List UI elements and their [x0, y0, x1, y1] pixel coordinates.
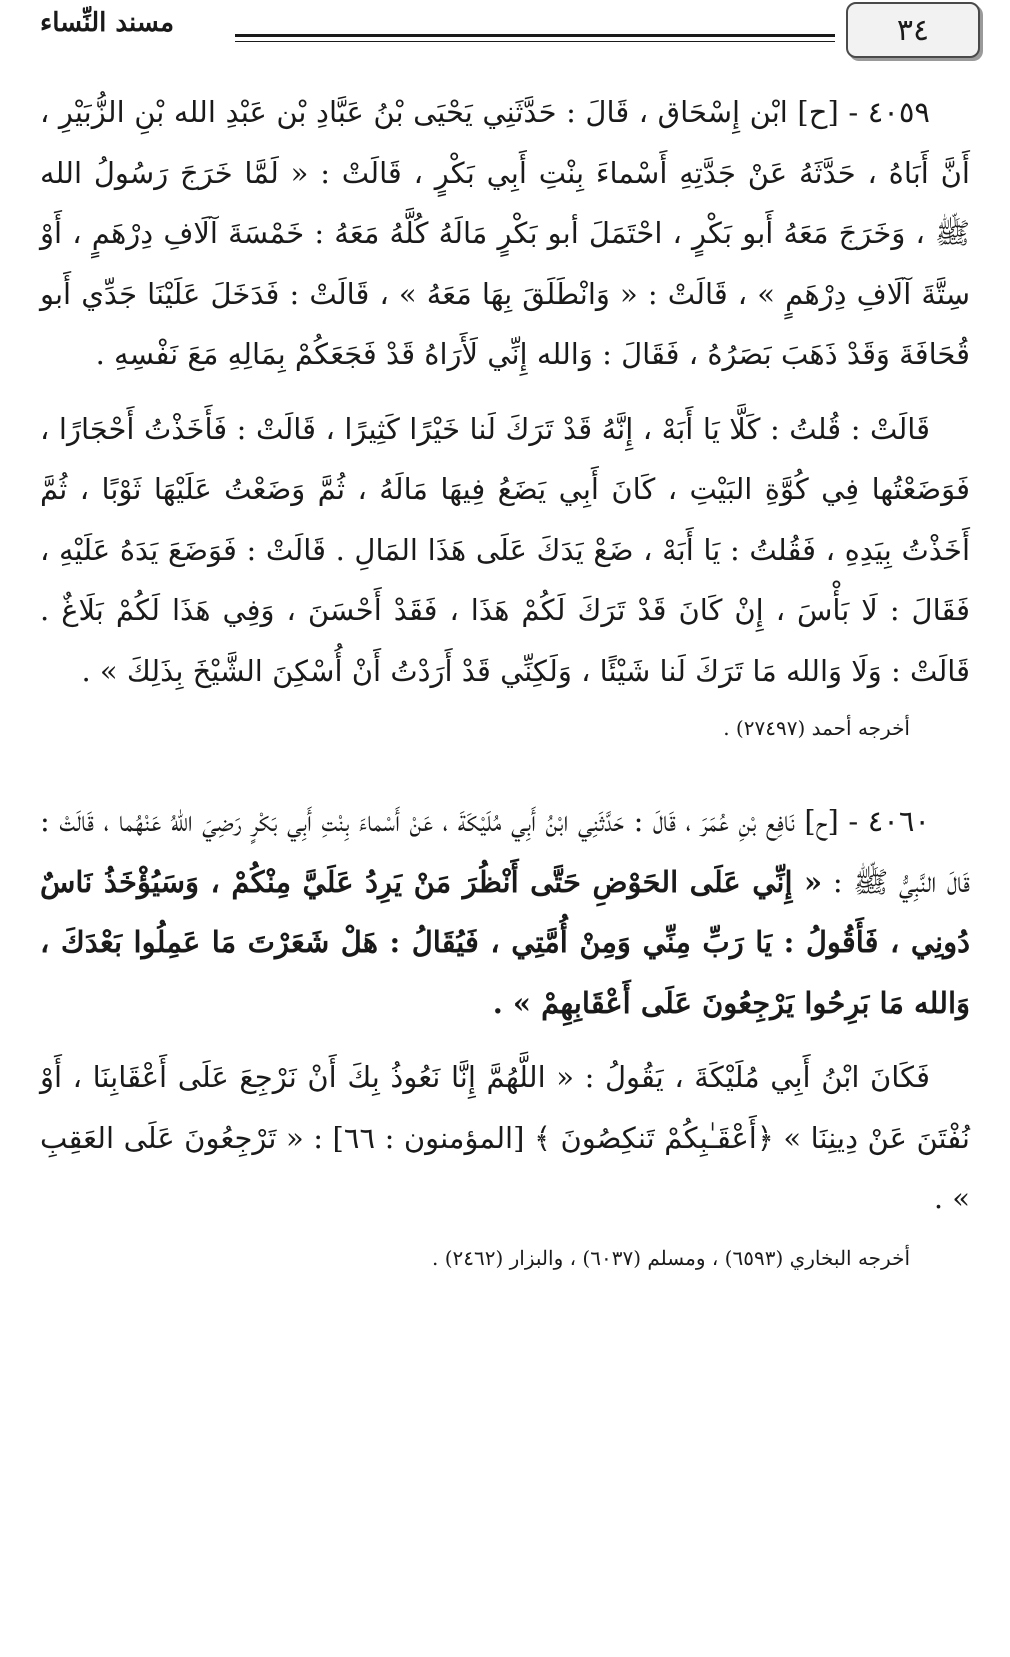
page-number: ٣٤	[846, 2, 980, 58]
hadith-source: أخرجه أحمد (٢٧٤٩٧) .	[723, 716, 910, 740]
running-title: مسند النِّساء	[40, 8, 174, 38]
header-rule	[235, 34, 835, 37]
hadith-intro: ٤٠٦٠ - [ح] نَافِع بْنِ عُمَرَ ، قَالَ : حَدَّثَنِي ابْنُ أَبِي مُلَيْكَةَ ، عَنْ أَسْماءَ بِنْتِ أَبِي بَكْرٍ رَضِيَ اللهُ عَنْهُما ، قَالَتْ : قَالَ النَّبِيُّ ﷺ :	[40, 804, 971, 899]
hadith-paragraph: قَالَتْ : قُلتُ : كَلَّا يَا أَبَهْ ، إِنَّهُ قَدْ تَرَكَ لَنا خَيْرًا كَثِيرًا ، قَالَتْ : فَأَخَذْتُ أَحْجَارًا ، فَوَضَعْتُها فِي كُوَّةِ البَيْتِ ، كَانَ أَبِي يَضَعُ فِيهَا مَالَهُ ، ثُمَّ وَضَعْتُ عَلَيْهَا ثَوْبًا ، ثُمَّ أَخَذْتُ بِيَدِهِ ، فَقُلتُ : يَا أَبَهْ ، ضَعْ يَدَكَ عَلَى هَذَا المَالِ . قَالَتْ : فَوَضَعَ يَدَهُ عَلَيْهِ ، فَقَالَ : لَا بَأْسَ ، إِنْ كَانَ قَدْ تَرَكَ لَكُمْ هَذَا ، فَقَدْ أَحْسَنَ ، وَفِي هَذَا لَكُمْ بَلَاغٌ . قَالَتْ : وَلَا وَالله مَا تَرَكَ لَنا شَيْئًا ، وَلَكِنِّي قَدْ أَرَدْتُ أَنْ أُسْكِنَ الشَّيْخَ بِذَلِكَ » .	[40, 411, 970, 688]
hadith-paragraph: فَكَانَ ابْنُ أَبِي مُلَيْكَةَ ، يَقُولُ : « اللَّهُمَّ إِنَّا نَعُوذُ بِكَ أَنْ نَرْجِعَ عَلَى أَعْقَابِنَا ، أَوْ نُفْتَنَ عَنْ دِينِنَا » ﴿أَعْقَـٰبِكُمْ تَنكِصُونَ ﴾ [المؤمنون : ٦٦] : « تَرْجِعُونَ عَلَى العَقِبِ » .	[40, 1060, 971, 1215]
section-gap	[40, 745, 970, 791]
header-rule-thin	[235, 41, 835, 42]
hadith-paragraph: ٤٠٥٩ - [ح] ابْن إِسْحَاق ، قَالَ : حَدَّثَنِي يَحْيَى بْنُ عَبَّادِ بْن عَبْدِ الله بْنِ الزُّبَيْرِ ، أَنَّ أَبَاهُ ، حَدَّثَهُ عَنْ جَدَّتِهِ أَسْماءَ بِنْتِ أَبِي بَكْرٍ ، قَالَتْ : « لَمَّا خَرَجَ رَسُولُ الله ﷺ ، وَخَرَجَ مَعَهُ أَبو بَكْرٍ ، احْتَمَلَ أبو بَكْرٍ مَالَهُ كُلَّهُ مَعَهُ : خَمْسَةَ آلَافِ دِرْهَمٍ ، أَوْ سِتَّةَ آلَافِ دِرْهَمٍ » ، قَالَتْ : « وَانْطَلَقَ بِهَا مَعَهُ » ، قَالَتْ : فَدَخَلَ عَلَيْنَا جَدِّي أَبو قُحَافَةَ وَقَدْ ذَهَبَ بَصَرُهُ ، فَقَالَ : وَالله إِنِّي لَأَرَاهُ قَدْ فَجَعَكُمْ بِمَالِهِ مَعَ نَفْسِهِ .	[40, 95, 970, 371]
hadith-4059	[40, 82, 970, 745]
page-content	[40, 82, 970, 1275]
hadith-source: أخرجه البخاري (٦٥٩٣) ، ومسلم (٦٠٣٧) ، والبزار (٢٤٦٢) .	[431, 1245, 910, 1270]
hadith-paragraph	[40, 791, 970, 1033]
hadith-4060	[40, 791, 970, 1275]
hadith-matn: « إِنِّي عَلَى الحَوْضِ حَتَّى أَنْظُرَ مَنْ يَرِدُ عَلَيَّ مِنْكُمْ ، وَسَيُؤْخَذُ نَاسٌ دُونِي ، فَأَقُولُ : يَا رَبِّ مِنِّي وَمِنْ أُمَّتِي ، فَيُقَالُ : هَلْ شَعَرْتَ مَا عَمِلُوا بَعْدَكَ ، وَالله مَا بَرِحُوا يَرْجِعُونَ عَلَى أَعْقَابِهِمْ » .	[40, 864, 970, 1020]
page-header	[30, 0, 980, 62]
